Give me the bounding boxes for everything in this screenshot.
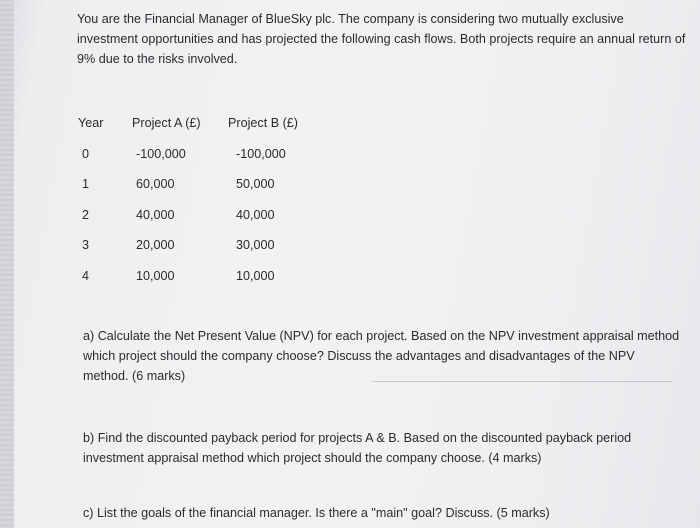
cell-year: 4 bbox=[82, 268, 90, 283]
pen-mark-line bbox=[372, 381, 672, 382]
cell-project-b: 50,000 bbox=[236, 177, 275, 192]
cell-project-a: -100,000 bbox=[136, 146, 186, 161]
cell-project-a: 10,000 bbox=[136, 268, 175, 283]
cell-year: 3 bbox=[82, 238, 90, 253]
scenario-intro-text: You are the Financial Manager of BlueSky plc. The company is considering two mutually exclusive investment opportunities and has projected the following cash flows. Both projects require an annual return of 9% due to the risks involved. bbox=[77, 12, 686, 66]
cell-year: 2 bbox=[82, 207, 90, 222]
spiral-binding-edge bbox=[0, 0, 14, 528]
cell-year: 1 bbox=[82, 177, 90, 192]
table-row bbox=[70, 139, 336, 170]
cell-year: 0 bbox=[82, 146, 90, 161]
cell-project-b: -100,000 bbox=[236, 146, 286, 161]
cell-project-b: 30,000 bbox=[236, 238, 275, 253]
cell-project-a: 20,000 bbox=[136, 238, 175, 253]
table-header-row bbox=[70, 108, 336, 139]
cash-flow-table bbox=[70, 108, 336, 291]
header-year: Year bbox=[78, 116, 104, 131]
question-c: c) List the goals of the financial manager. Is there a "main" goal? Discuss. (5 marks) bbox=[83, 506, 550, 520]
header-project-b: Project B (£) bbox=[228, 116, 298, 131]
header-project-a: Project A (£) bbox=[132, 116, 201, 131]
table-row bbox=[70, 200, 336, 231]
table-row bbox=[70, 261, 336, 292]
question-b: b) Find the discounted payback period for projects A & B. Based on the discounted payback period investment appraisal method which project should the company choose. (4 marks) bbox=[83, 431, 632, 465]
cell-project-a: 60,000 bbox=[136, 177, 175, 192]
table-row bbox=[70, 169, 336, 200]
question-a: a) Calculate the Net Present Value (NPV) for each project. Based on the NPV investment appraisal method which project should the company choose? Discuss the advantages and disadvantages of the NPV method. (6 marks) bbox=[83, 329, 680, 383]
cell-project-a: 40,000 bbox=[136, 207, 175, 222]
cell-project-b: 40,000 bbox=[236, 207, 275, 222]
table-row bbox=[70, 230, 336, 261]
cell-project-b: 10,000 bbox=[236, 268, 275, 283]
